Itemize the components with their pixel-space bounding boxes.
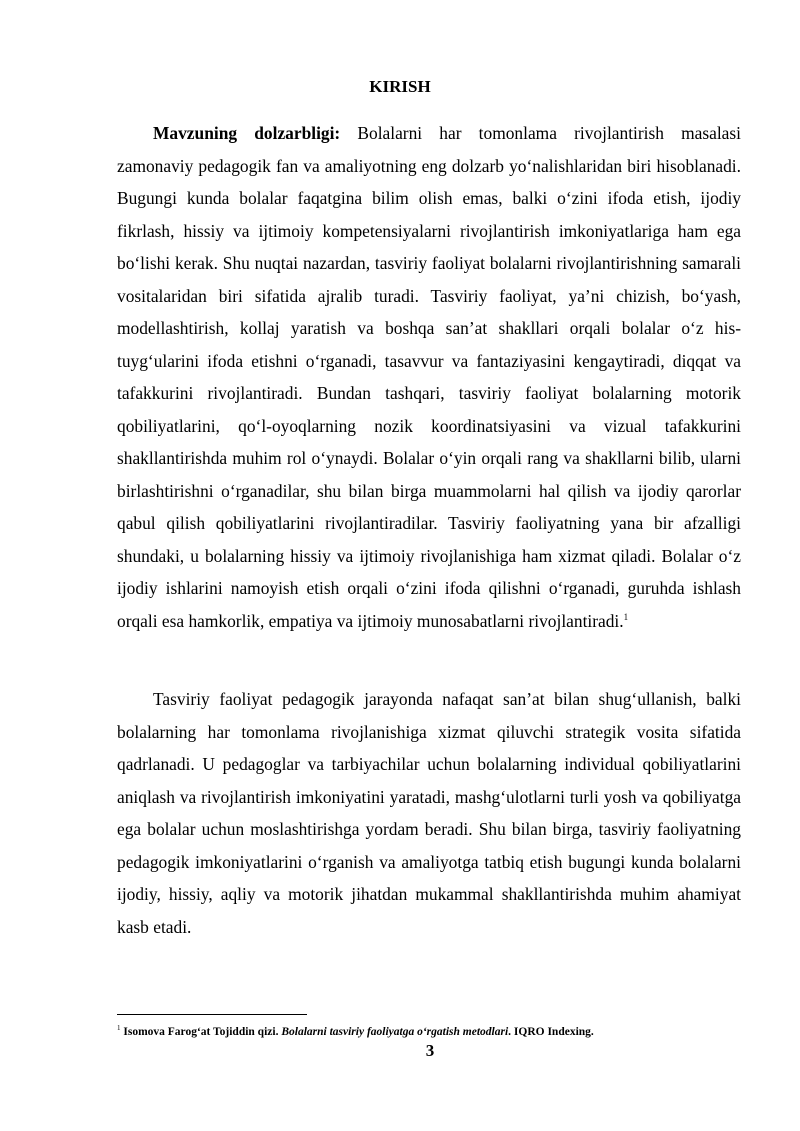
footnote-author: Isomova Farog‘at Tojiddin qizi. — [123, 1026, 279, 1038]
body-paragraph-1 — [117, 117, 741, 637]
section-heading: KIRISH — [369, 77, 431, 96]
paragraph-body: Bolalarni har tomonlama rivojlantirish masalasi zamonaviy pedagogik fan va amaliyotning eng dolzarb yo‘nalishlaridan biri hisoblanadi. Bugungi kunda bolalar faqatgina bilim olish emas, balki o‘zini ifoda etish, ijodiy fikrlash, hissiy va ijtimoiy kompetensiyalarni rivojlantirish imkoniyatlariga ham ega bo‘lishi kerak. Shu nuqtai nazardan, tasviriy faoliyat bolalarni rivojlantirishning samarali vositalaridan biri sifatida ajralib turadi. Tasviriy faoliyat, ya’ni chizish, bo‘yash, modellashtirish, kollaj yaratish va boshqa san’at shakllari orqali bolalar o‘z his-tuyg‘ularini ifoda etishni o‘rganadi, tasavvur va fantaziyasini kengaytiradi, diqqat va tafakkurini rivojlantiradi. Bundan tashqari, tasviriy faoliyat bolalarning motorik qobiliyatlarini, qo‘l-oyoqlarning nozik koordinatsiyasini va vizual tafakkurini shakllantirishda muhim rol o‘ynaydi. Bolalar o‘yin orqali rang va shakllarni bilib, ularni birlashtirishni o‘rganadilar, shu bilan birga muammolarni hal qilish va ijodiy qarorlar qabul qilish qobiliyatlarini rivojlantiradilar. Tasviriy faoliyatning yana bir afzalligi shundaki, u bolalarning hissiy va ijtimoiy rivojlanishiga ham xizmat qiladi. Bolalar o‘z ijodiy ishlarini namoyish etish orqali o‘zini ifoda qilishni o‘rganadi, guruhda ishlash orqali esa hamkorlik, empatiya va ijtimoiy munosabatlarni rivojlantiradi. — [117, 123, 741, 631]
footnote — [117, 1025, 757, 1040]
footnote-divider — [117, 1014, 307, 1015]
footnote-title: Bolalarni tasviriy faoliyatga o‘rgatish metodlari — [281, 1026, 509, 1038]
footnote-reference[interactable]: 1 — [623, 611, 629, 622]
footnote-marker: 1 — [117, 1024, 121, 1033]
footnote-source: . IQRO Indexing. — [508, 1026, 594, 1038]
body-paragraph-2 — [117, 683, 741, 943]
page-number: 3 — [425, 1041, 435, 1060]
paragraph-body: Tasviriy faoliyat pedagogik jarayonda nafaqat san’at bilan shug‘ullanish, balki bolalarning har tomonlama rivojlanishiga xizmat qiluvchi strategik vosita sifatida qadrlanadi. U pedagoglar va tarbiyachilar uchun bolalarning individual qobiliyatlarini aniqlash va rivojlantirish imkoniyatini yaratadi, mashg‘ulotlarni turli yosh va qobiliyatga ega bolalar uchun moslashtirishga yordam beradi. Shu bilan birga, tasviriy faoliyatning pedagogik imkoniyatlarini o‘rganish va amaliyotga tatbiq etish bugungi kunda bolalarni ijodiy, hissiy, aqliy va motorik jihatdan mukammal shakllantirishda muhim ahamiyat kasb etadi. — [117, 689, 741, 937]
paragraph-text — [117, 683, 741, 943]
paragraph-lead: Mavzuning dolzarbligi: — [153, 123, 341, 143]
paragraph-text — [117, 117, 741, 637]
